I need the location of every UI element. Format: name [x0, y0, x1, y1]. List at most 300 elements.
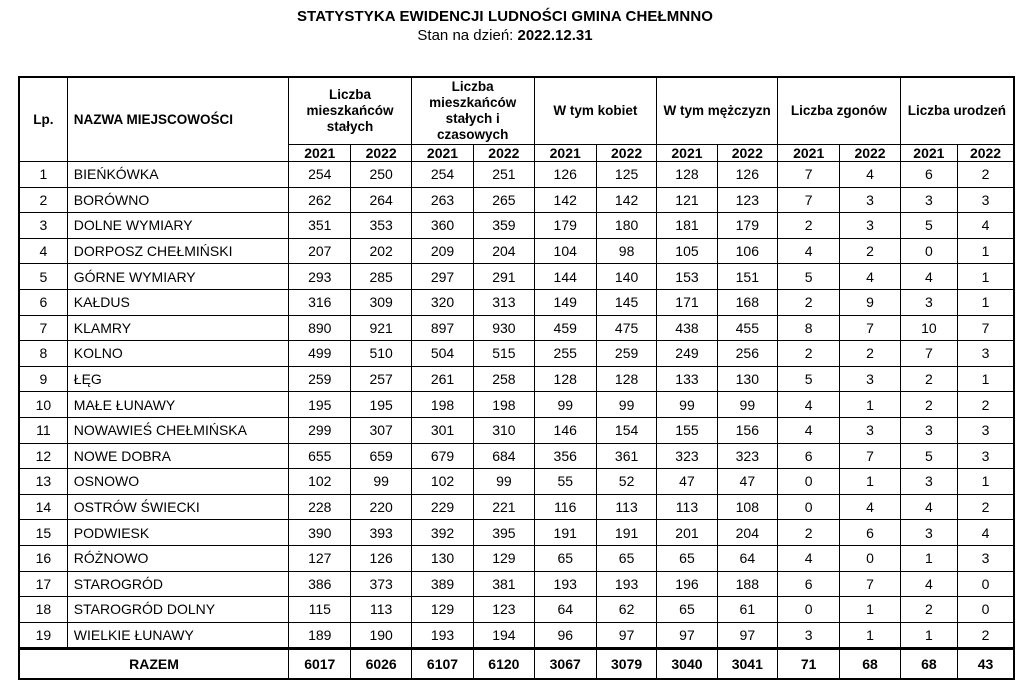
value-cell: 3 — [840, 187, 900, 213]
value-cell: 123 — [717, 187, 777, 213]
value-cell: 297 — [411, 264, 473, 290]
value-cell: 102 — [289, 469, 351, 495]
value-cell: 193 — [534, 571, 596, 597]
value-cell: 126 — [351, 545, 411, 571]
locality-name: OSTRÓW ŚWIECKI — [67, 494, 288, 520]
year-header: 2021 — [534, 145, 596, 162]
table-row — [19, 545, 1014, 571]
locality-name: BIEŃKÓWKA — [67, 162, 288, 188]
value-cell: 194 — [474, 622, 534, 649]
value-cell: 4 — [958, 520, 1014, 546]
value-cell: 127 — [289, 545, 351, 571]
table-row — [19, 392, 1014, 418]
value-cell: 3 — [958, 417, 1014, 443]
report-subtitle — [0, 27, 1010, 44]
value-cell: 2 — [840, 341, 900, 367]
table-row — [19, 571, 1014, 597]
value-cell: 97 — [657, 622, 717, 649]
value-cell: 7 — [958, 315, 1014, 341]
value-cell: 207 — [289, 238, 351, 264]
value-cell: 64 — [717, 545, 777, 571]
value-cell: 3 — [900, 289, 957, 315]
value-cell: 264 — [351, 187, 411, 213]
value-cell: 97 — [717, 622, 777, 649]
value-cell: 104 — [534, 238, 596, 264]
value-cell: 198 — [474, 392, 534, 418]
value-cell: 99 — [351, 469, 411, 495]
locality-name: KAŁDUS — [67, 289, 288, 315]
row-number: 6 — [19, 289, 67, 315]
value-cell: 890 — [289, 315, 351, 341]
value-cell: 130 — [717, 366, 777, 392]
value-cell: 7 — [840, 571, 900, 597]
value-cell: 149 — [534, 289, 596, 315]
header-women: W tym kobiet — [534, 77, 657, 145]
value-cell: 126 — [717, 162, 777, 188]
table-row — [19, 366, 1014, 392]
report-date: 2022.12.31 — [517, 27, 593, 44]
value-cell: 263 — [411, 187, 473, 213]
value-cell: 4 — [778, 392, 840, 418]
row-number: 11 — [19, 417, 67, 443]
value-cell: 285 — [351, 264, 411, 290]
value-cell: 128 — [596, 366, 656, 392]
value-cell: 4 — [900, 264, 957, 290]
value-cell: 129 — [474, 545, 534, 571]
value-cell: 3 — [840, 213, 900, 239]
value-cell: 99 — [474, 469, 534, 495]
locality-name: STAROGRÓD — [67, 571, 288, 597]
total-value: 6107 — [411, 649, 473, 680]
value-cell: 4 — [900, 571, 957, 597]
row-number: 17 — [19, 571, 67, 597]
value-cell: 5 — [778, 366, 840, 392]
value-cell: 1 — [958, 469, 1014, 495]
row-number: 10 — [19, 392, 67, 418]
value-cell: 684 — [474, 443, 534, 469]
table-row — [19, 162, 1014, 188]
table-row — [19, 597, 1014, 623]
table-row — [19, 187, 1014, 213]
year-header: 2022 — [958, 145, 1014, 162]
value-cell: 9 — [840, 289, 900, 315]
locality-name: PODWIESK — [67, 520, 288, 546]
value-cell: 198 — [411, 392, 473, 418]
value-cell: 3 — [958, 545, 1014, 571]
value-cell: 195 — [351, 392, 411, 418]
total-value: 6120 — [474, 649, 534, 680]
value-cell: 168 — [717, 289, 777, 315]
header-row — [19, 77, 1014, 145]
row-number: 1 — [19, 162, 67, 188]
value-cell: 254 — [289, 162, 351, 188]
table-row — [19, 289, 1014, 315]
value-cell: 181 — [657, 213, 717, 239]
header-permanent-temporary: Liczba mieszkańców stałych i czasowych — [411, 77, 534, 145]
value-cell: 0 — [778, 469, 840, 495]
value-cell: 4 — [778, 417, 840, 443]
locality-name: DORPOSZ CHEŁMIŃSKI — [67, 238, 288, 264]
table-row — [19, 315, 1014, 341]
value-cell: 97 — [596, 622, 656, 649]
value-cell: 249 — [657, 341, 717, 367]
year-header: 2021 — [657, 145, 717, 162]
locality-name: BORÓWNO — [67, 187, 288, 213]
value-cell: 128 — [657, 162, 717, 188]
value-cell: 655 — [289, 443, 351, 469]
value-cell: 3 — [958, 187, 1014, 213]
value-cell: 155 — [657, 417, 717, 443]
value-cell: 389 — [411, 571, 473, 597]
value-cell: 359 — [474, 213, 534, 239]
row-number: 12 — [19, 443, 67, 469]
total-label: RAZEM — [19, 649, 289, 680]
value-cell: 2 — [958, 494, 1014, 520]
value-cell: 1 — [840, 469, 900, 495]
row-number: 2 — [19, 187, 67, 213]
value-cell: 1 — [958, 366, 1014, 392]
value-cell: 2 — [778, 341, 840, 367]
value-cell: 171 — [657, 289, 717, 315]
value-cell: 256 — [717, 341, 777, 367]
value-cell: 180 — [596, 213, 656, 239]
value-cell: 193 — [596, 571, 656, 597]
value-cell: 323 — [657, 443, 717, 469]
value-cell: 2 — [900, 597, 957, 623]
locality-name: ŁĘG — [67, 366, 288, 392]
locality-name: OSNOWO — [67, 469, 288, 495]
value-cell: 204 — [474, 238, 534, 264]
value-cell: 2 — [778, 213, 840, 239]
value-cell: 1 — [840, 597, 900, 623]
value-cell: 62 — [596, 597, 656, 623]
value-cell: 7 — [900, 341, 957, 367]
row-number: 3 — [19, 213, 67, 239]
value-cell: 499 — [289, 341, 351, 367]
date-label: Stan na dzień: — [417, 27, 514, 44]
table-row — [19, 494, 1014, 520]
value-cell: 6 — [778, 571, 840, 597]
total-value: 6017 — [289, 649, 351, 680]
value-cell: 897 — [411, 315, 473, 341]
value-cell: 921 — [351, 315, 411, 341]
value-cell: 229 — [411, 494, 473, 520]
value-cell: 6 — [840, 520, 900, 546]
total-value: 3067 — [534, 649, 596, 680]
value-cell: 381 — [474, 571, 534, 597]
value-cell: 7 — [840, 315, 900, 341]
total-value: 3079 — [596, 649, 656, 680]
value-cell: 145 — [596, 289, 656, 315]
value-cell: 191 — [596, 520, 656, 546]
value-cell: 55 — [534, 469, 596, 495]
value-cell: 0 — [958, 597, 1014, 623]
value-cell: 125 — [596, 162, 656, 188]
value-cell: 129 — [411, 597, 473, 623]
table-row — [19, 264, 1014, 290]
value-cell: 3 — [958, 443, 1014, 469]
value-cell: 108 — [717, 494, 777, 520]
value-cell: 459 — [534, 315, 596, 341]
value-cell: 99 — [717, 392, 777, 418]
value-cell: 259 — [596, 341, 656, 367]
value-cell: 6 — [778, 443, 840, 469]
total-value: 6026 — [351, 649, 411, 680]
locality-name: RÓŻNOWO — [67, 545, 288, 571]
value-cell: 320 — [411, 289, 473, 315]
total-value: 71 — [778, 649, 840, 680]
value-cell: 113 — [596, 494, 656, 520]
value-cell: 261 — [411, 366, 473, 392]
value-cell: 113 — [351, 597, 411, 623]
value-cell: 5 — [900, 443, 957, 469]
value-cell: 2 — [900, 392, 957, 418]
value-cell: 3 — [840, 417, 900, 443]
locality-name: KOLNO — [67, 341, 288, 367]
value-cell: 659 — [351, 443, 411, 469]
value-cell: 1 — [958, 238, 1014, 264]
value-cell: 259 — [289, 366, 351, 392]
year-header: 2022 — [351, 145, 411, 162]
value-cell: 2 — [840, 238, 900, 264]
value-cell: 1 — [900, 622, 957, 649]
value-cell: 4 — [840, 494, 900, 520]
value-cell: 373 — [351, 571, 411, 597]
value-cell: 255 — [534, 341, 596, 367]
value-cell: 220 — [351, 494, 411, 520]
locality-name: NOWAWIEŚ CHEŁMIŃSKA — [67, 417, 288, 443]
table-row — [19, 417, 1014, 443]
row-number: 4 — [19, 238, 67, 264]
value-cell: 140 — [596, 264, 656, 290]
value-cell: 179 — [717, 213, 777, 239]
value-cell: 130 — [411, 545, 473, 571]
value-cell: 299 — [289, 417, 351, 443]
value-cell: 0 — [778, 494, 840, 520]
value-cell: 395 — [474, 520, 534, 546]
value-cell: 0 — [958, 571, 1014, 597]
table-row — [19, 622, 1014, 649]
total-value: 68 — [900, 649, 957, 680]
value-cell: 179 — [534, 213, 596, 239]
value-cell: 115 — [289, 597, 351, 623]
value-cell: 7 — [840, 443, 900, 469]
value-cell: 61 — [717, 597, 777, 623]
total-value: 3041 — [717, 649, 777, 680]
year-header: 2021 — [778, 145, 840, 162]
value-cell: 65 — [657, 545, 717, 571]
value-cell: 8 — [778, 315, 840, 341]
value-cell: 307 — [351, 417, 411, 443]
value-cell: 310 — [474, 417, 534, 443]
value-cell: 1 — [958, 289, 1014, 315]
value-cell: 102 — [411, 469, 473, 495]
value-cell: 323 — [717, 443, 777, 469]
value-cell: 1 — [840, 392, 900, 418]
header-men: W tym mężczyzn — [657, 77, 778, 145]
year-header: 2021 — [411, 145, 473, 162]
row-number: 5 — [19, 264, 67, 290]
value-cell: 64 — [534, 597, 596, 623]
value-cell: 258 — [474, 366, 534, 392]
value-cell: 930 — [474, 315, 534, 341]
value-cell: 3 — [840, 366, 900, 392]
row-number: 14 — [19, 494, 67, 520]
value-cell: 113 — [657, 494, 717, 520]
value-cell: 251 — [474, 162, 534, 188]
total-row — [19, 649, 1014, 680]
value-cell: 123 — [474, 597, 534, 623]
value-cell: 193 — [411, 622, 473, 649]
value-cell: 0 — [900, 238, 957, 264]
value-cell: 5 — [778, 264, 840, 290]
value-cell: 504 — [411, 341, 473, 367]
value-cell: 52 — [596, 469, 656, 495]
value-cell: 65 — [596, 545, 656, 571]
value-cell: 1 — [958, 264, 1014, 290]
value-cell: 4 — [958, 213, 1014, 239]
table-row — [19, 213, 1014, 239]
value-cell: 361 — [596, 443, 656, 469]
value-cell: 209 — [411, 238, 473, 264]
header-births: Liczba urodzeń — [900, 77, 1014, 145]
value-cell: 2 — [958, 392, 1014, 418]
row-number: 19 — [19, 622, 67, 649]
value-cell: 4 — [778, 545, 840, 571]
value-cell: 201 — [657, 520, 717, 546]
header-deaths: Liczba zgonów — [778, 77, 901, 145]
value-cell: 4 — [778, 238, 840, 264]
value-cell: 353 — [351, 213, 411, 239]
row-number: 9 — [19, 366, 67, 392]
table-row — [19, 520, 1014, 546]
value-cell: 7 — [778, 162, 840, 188]
value-cell: 133 — [657, 366, 717, 392]
value-cell: 2 — [778, 520, 840, 546]
value-cell: 316 — [289, 289, 351, 315]
locality-name: KLAMRY — [67, 315, 288, 341]
year-header: 2022 — [474, 145, 534, 162]
value-cell: 1 — [840, 622, 900, 649]
value-cell: 0 — [840, 545, 900, 571]
value-cell: 6 — [900, 162, 957, 188]
value-cell: 106 — [717, 238, 777, 264]
value-cell: 146 — [534, 417, 596, 443]
value-cell: 0 — [778, 597, 840, 623]
value-cell: 202 — [351, 238, 411, 264]
value-cell: 98 — [596, 238, 656, 264]
value-cell: 309 — [351, 289, 411, 315]
locality-name: DOLNE WYMIARY — [67, 213, 288, 239]
value-cell: 351 — [289, 213, 351, 239]
row-number: 18 — [19, 597, 67, 623]
table-row — [19, 341, 1014, 367]
value-cell: 128 — [534, 366, 596, 392]
value-cell: 291 — [474, 264, 534, 290]
value-cell: 65 — [534, 545, 596, 571]
value-cell: 3 — [900, 469, 957, 495]
row-number: 13 — [19, 469, 67, 495]
value-cell: 7 — [778, 187, 840, 213]
year-header: 2021 — [289, 145, 351, 162]
table-row — [19, 238, 1014, 264]
value-cell: 99 — [596, 392, 656, 418]
value-cell: 221 — [474, 494, 534, 520]
value-cell: 96 — [534, 622, 596, 649]
value-cell: 3 — [958, 341, 1014, 367]
value-cell: 515 — [474, 341, 534, 367]
row-number: 8 — [19, 341, 67, 367]
value-cell: 254 — [411, 162, 473, 188]
value-cell: 360 — [411, 213, 473, 239]
value-cell: 2 — [958, 162, 1014, 188]
value-cell: 3 — [900, 187, 957, 213]
value-cell: 228 — [289, 494, 351, 520]
value-cell: 1 — [900, 545, 957, 571]
value-cell: 392 — [411, 520, 473, 546]
value-cell: 153 — [657, 264, 717, 290]
year-header: 2022 — [840, 145, 900, 162]
value-cell: 151 — [717, 264, 777, 290]
header-lp: Lp. — [19, 77, 67, 162]
value-cell: 510 — [351, 341, 411, 367]
value-cell: 2 — [958, 622, 1014, 649]
year-header: 2021 — [900, 145, 957, 162]
report-title: STATYSTYKA EWIDENCJI LUDNOŚCI GMINA CHEŁMNNO — [296, 8, 714, 25]
total-value: 3040 — [657, 649, 717, 680]
value-cell: 293 — [289, 264, 351, 290]
value-cell: 188 — [717, 571, 777, 597]
value-cell: 154 — [596, 417, 656, 443]
value-cell: 5 — [900, 213, 957, 239]
value-cell: 116 — [534, 494, 596, 520]
value-cell: 313 — [474, 289, 534, 315]
value-cell: 189 — [289, 622, 351, 649]
value-cell: 126 — [534, 162, 596, 188]
value-cell: 99 — [657, 392, 717, 418]
value-cell: 10 — [900, 315, 957, 341]
value-cell: 390 — [289, 520, 351, 546]
population-table — [18, 76, 1015, 680]
value-cell: 356 — [534, 443, 596, 469]
year-header: 2022 — [596, 145, 656, 162]
value-cell: 265 — [474, 187, 534, 213]
value-cell: 2 — [778, 289, 840, 315]
value-cell: 65 — [657, 597, 717, 623]
value-cell: 301 — [411, 417, 473, 443]
locality-name: STAROGRÓD DOLNY — [67, 597, 288, 623]
value-cell: 455 — [717, 315, 777, 341]
value-cell: 4 — [840, 162, 900, 188]
value-cell: 195 — [289, 392, 351, 418]
total-value: 43 — [958, 649, 1014, 680]
value-cell: 438 — [657, 315, 717, 341]
value-cell: 142 — [596, 187, 656, 213]
row-number: 16 — [19, 545, 67, 571]
value-cell: 144 — [534, 264, 596, 290]
value-cell: 142 — [534, 187, 596, 213]
value-cell: 257 — [351, 366, 411, 392]
value-cell: 4 — [900, 494, 957, 520]
locality-name: MAŁE ŁUNAWY — [67, 392, 288, 418]
value-cell: 3 — [778, 622, 840, 649]
value-cell: 121 — [657, 187, 717, 213]
locality-name: WIELKIE ŁUNAWY — [67, 622, 288, 649]
table-row — [19, 469, 1014, 495]
header-name: NAZWA MIEJSCOWOŚCI — [67, 77, 288, 162]
total-value: 68 — [840, 649, 900, 680]
value-cell: 475 — [596, 315, 656, 341]
